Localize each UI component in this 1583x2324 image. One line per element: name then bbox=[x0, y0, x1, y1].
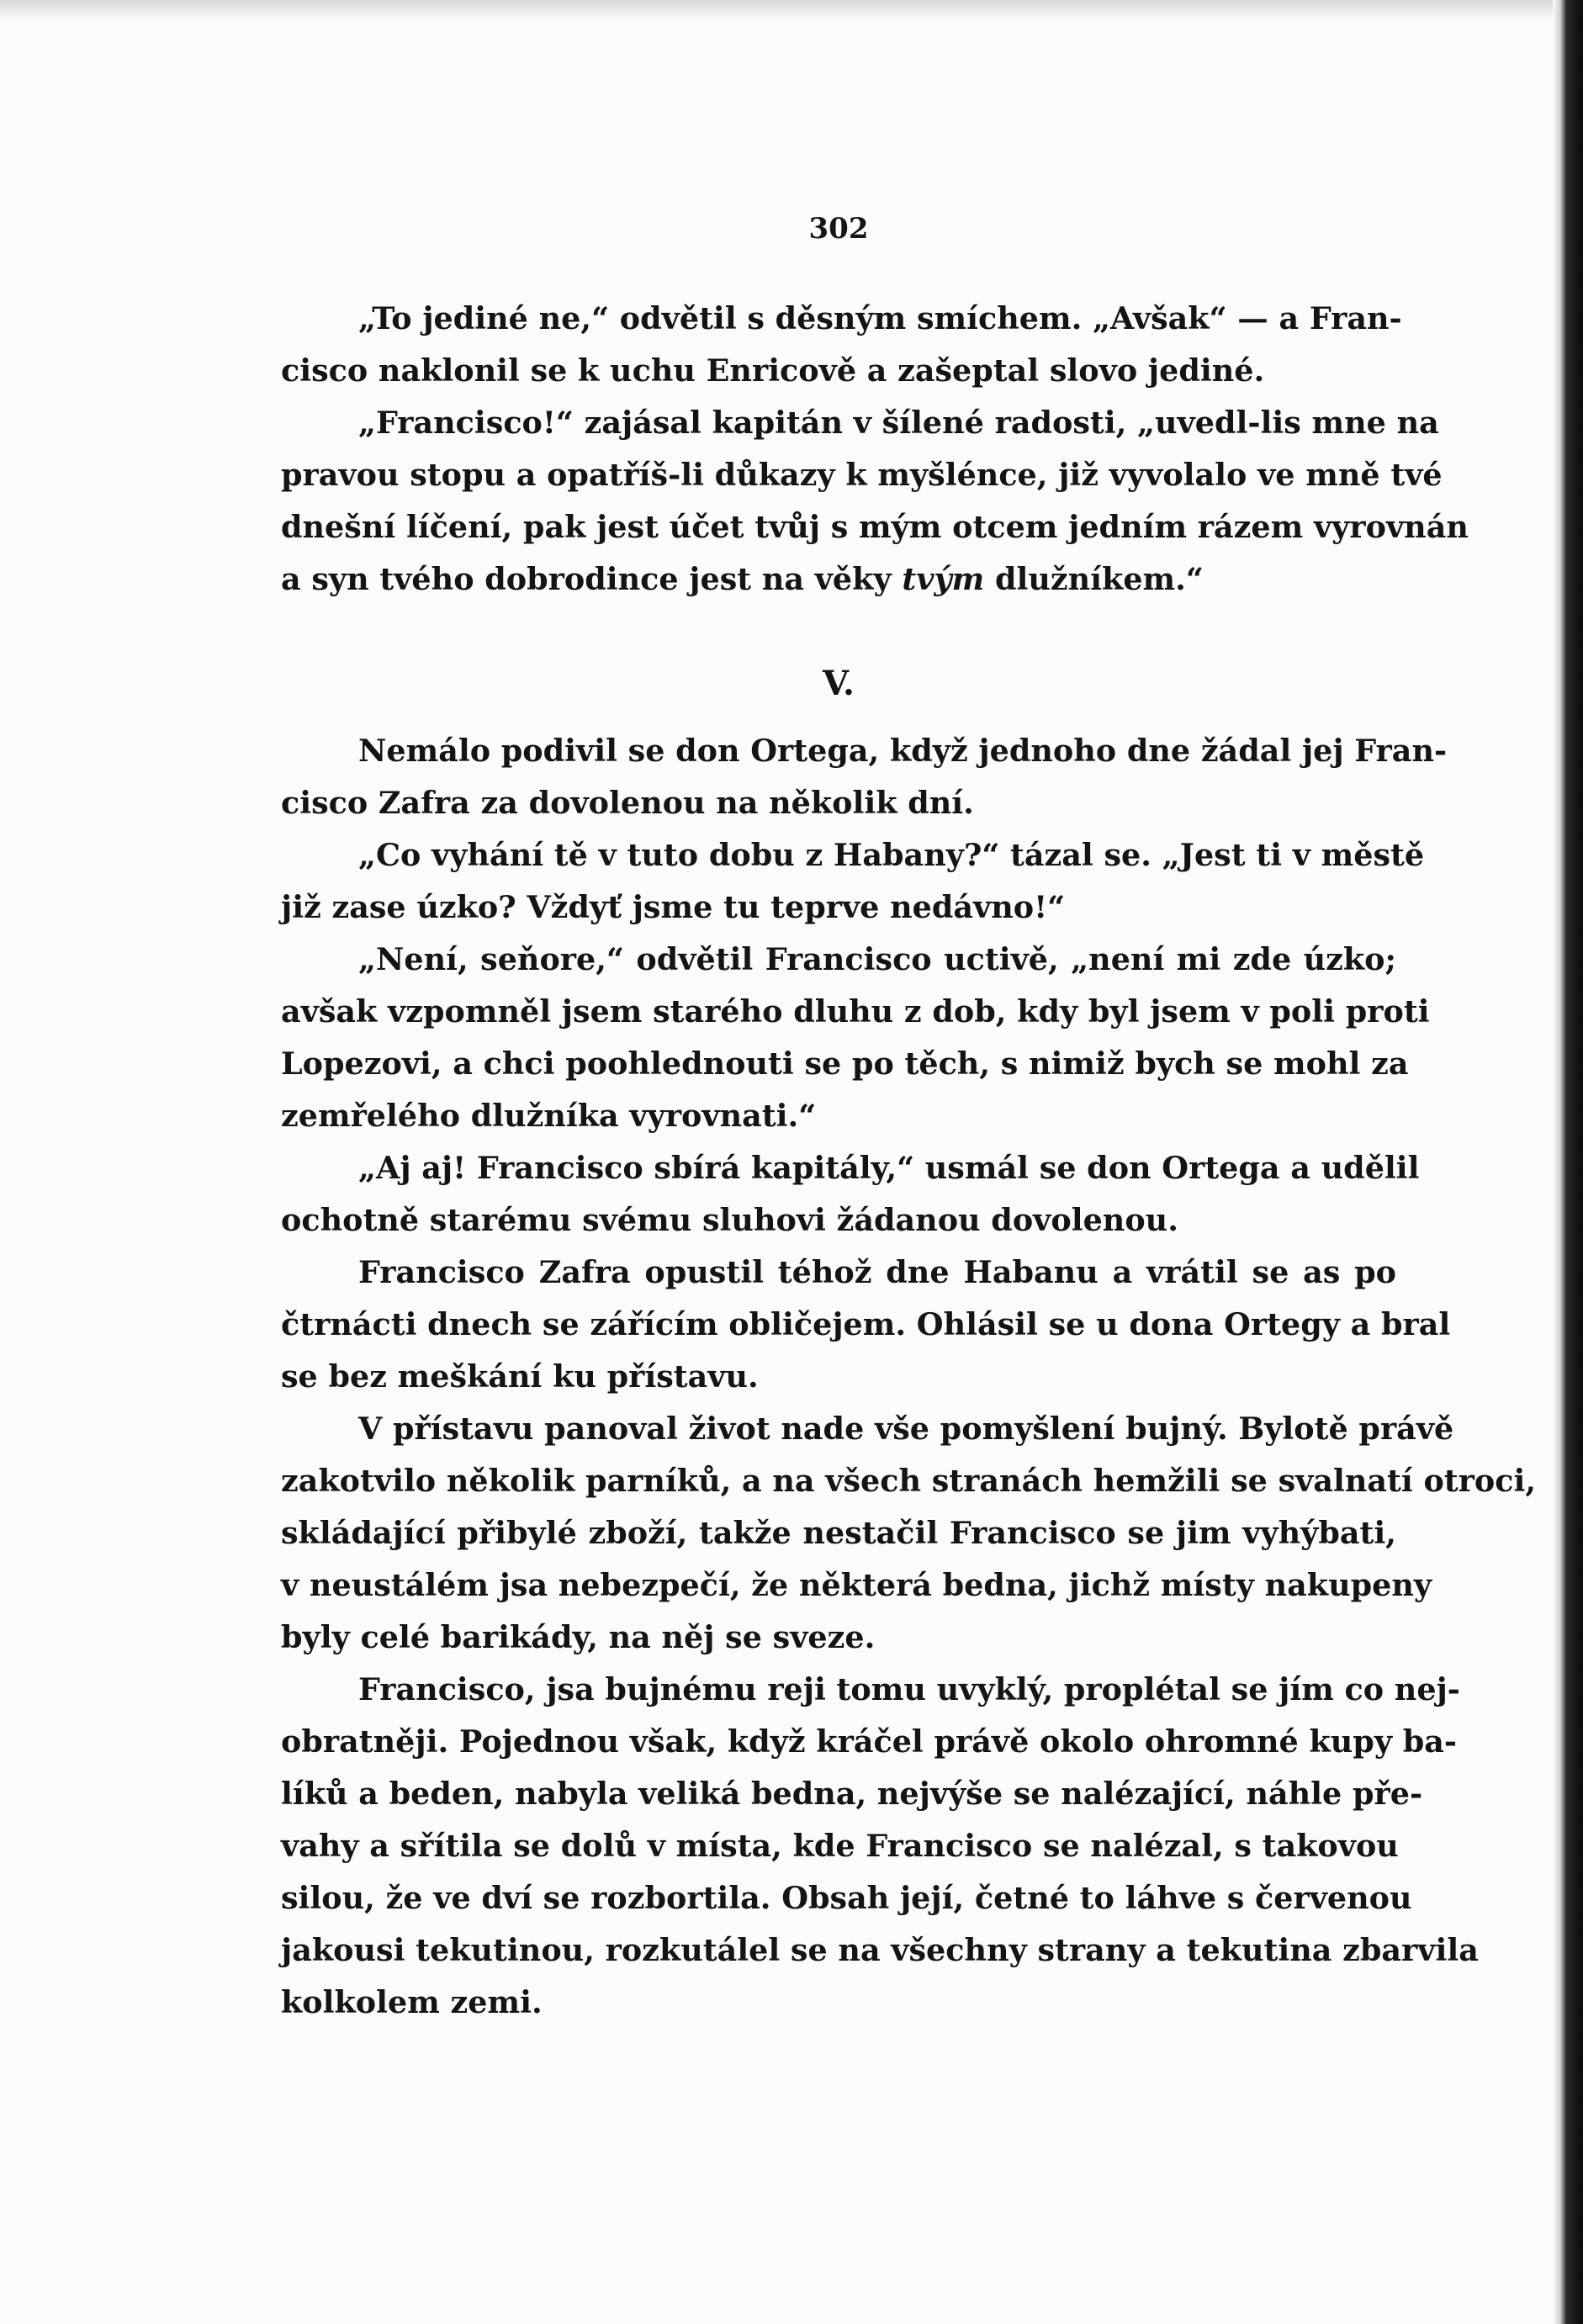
text-line: obratněji. Pojednou však, když kráčel právě okolo ohromné kupy ba- bbox=[281, 1723, 1458, 1760]
text-line: ochotně starému svému sluhovi žádanou dovolenou. bbox=[281, 1202, 1178, 1238]
text-line: se bez meškání ku přístavu. bbox=[281, 1358, 759, 1395]
chapter-heading: V. bbox=[823, 664, 855, 703]
text-line: čtrnácti dnech se zářícím obličejem. Ohlásil se u dona Ortegy a bral bbox=[281, 1306, 1451, 1342]
text-line: kolkolem zemi. bbox=[281, 1984, 543, 2020]
text-line: skládající přibylé zboží, takže nestačil Francisco se jim vyhýbati, bbox=[281, 1515, 1396, 1551]
text-line: Lopezovi, a chci poohlednouti se po těch, s nimiž bych se mohl za bbox=[281, 1046, 1409, 1082]
text-line: vahy a sřítila se dolů v místa, kde Francisco se nalézal, s takovou bbox=[281, 1828, 1399, 1864]
paragraphs-after-heading bbox=[281, 725, 1537, 2029]
text-line: cisco naklonil se k uchu Enricově a zašeptal slovo jediné. bbox=[281, 352, 1265, 389]
text-line: cisco Zafra za dovolenou na několik dní. bbox=[281, 785, 974, 821]
text-line: dnešní líčení, pak jest účet tvůj s mým otcem jedním rázem vyrovnán bbox=[281, 509, 1469, 545]
text-line: avšak vzpomněl jsem starého dluhu z dob, kdy byl jsem v poli proti bbox=[281, 993, 1430, 1030]
body-text bbox=[281, 293, 1537, 2029]
text-line: Francisco, jsa bujnému reji tomu uvyklý, proplétal se jím co nej- bbox=[358, 1671, 1460, 1707]
page-number: 302 bbox=[808, 212, 869, 246]
text-line: a syn tvého dobrodince jest na věky tvým dlužníkem.“ bbox=[281, 561, 1204, 597]
text-line: „To jediné ne,“ odvětil s děsným smíchem. „Avšak“ — a Fran- bbox=[358, 300, 1402, 336]
text-line: Nemálo podivil se don Ortega, když jednoho dne žádal jej Fran- bbox=[358, 733, 1448, 769]
text-line: jakousi tekutinou, rozkutálel se na všechny strany a tekutina zbarvila bbox=[281, 1932, 1479, 1968]
text-line: „Francisco!“ zajásal kapitán v šílené radosti, „uvedl-lis mne na bbox=[358, 405, 1439, 441]
text-line: líků a beden, nabyla veliká bedna, nejvýše se nalézající, náhle pře- bbox=[281, 1776, 1423, 1812]
text-line: „Aj aj! Francisco sbírá kapitály,“ usmál se don Ortega a udělil bbox=[358, 1150, 1420, 1186]
text-line: byly celé barikády, na něj se sveze. bbox=[281, 1619, 876, 1655]
text-line: „Co vyhání tě v tuto dobu z Habany?“ tázal se. „Jest ti v městě bbox=[358, 837, 1425, 873]
text-line: V přístavu panoval život nade vše pomyšlení bujný. Bylotě právě bbox=[358, 1411, 1454, 1447]
scan-shadow-right bbox=[1553, 0, 1583, 2324]
scan-shadow-top bbox=[0, 0, 1583, 20]
text-line: Francisco Zafra opustil téhož dne Habanu a vrátil se as po bbox=[358, 1254, 1396, 1290]
text-line: „Není, seňore,“ odvětil Francisco uctivě, „není mi zde úzko; bbox=[358, 941, 1396, 977]
text-line: zakotvilo několik parníků, a na všech stranách hemžili se svalnatí otroci, bbox=[281, 1463, 1537, 1499]
text-line: již zase úzko? Vždyť jsme tu teprve nedávno!“ bbox=[281, 889, 1066, 925]
paragraphs-before-heading bbox=[281, 293, 1469, 606]
text-line: zemřelého dlužníka vyrovnati.“ bbox=[281, 1098, 817, 1134]
text-line: v neustálém jsa nebezpečí, že některá bedna, jichž místy nakupeny bbox=[281, 1567, 1432, 1603]
text-line: silou, že ve dví se rozbortila. Obsah její, četné to láhve s červenou bbox=[281, 1880, 1412, 1916]
text-line: pravou stopu a opatříš-li důkazy k myšlénce, již vyvolalo ve mně tvé bbox=[281, 457, 1443, 493]
